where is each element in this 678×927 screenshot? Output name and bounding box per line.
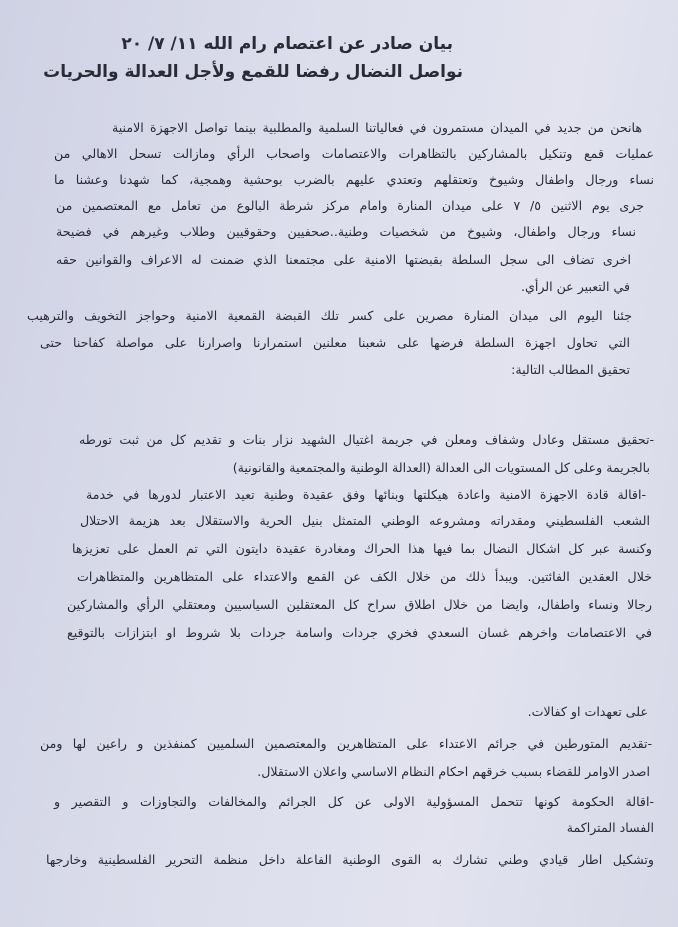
body-line: خلال العقدين الفائتين. ويبدأ ذلك من خلال الكف عن القمع والاعتداء على المتظاهرين والمتظاهرات — [77, 569, 652, 584]
body-line: رجالا ونساء واطفال، وايضا من خلال اطلاق سراح كل المعتقلين السياسيين ومعتقلي الرأي والمشاركين — [67, 597, 652, 612]
body-line: وكنسة عبر كل اشكال النضال بما فيها هذا الحراك ومغادرة عقيدة دايتون التي تم العمل على تعزيزها — [72, 541, 652, 556]
body-line: هانحن من جديد في الميدان مستمرون في فعالياتنا السلمية والمطلبية بينما تواصل الاجهزة الامنية — [112, 120, 642, 135]
demand-item: -اقالة الحكومة كونها تتحمل المسؤولية الاولى عن كل الجرائم والمخالفات والتجاوزات و التقصير و — [54, 794, 654, 809]
demand-item: -تحقيق مستقل وعادل وشفاف ومعلن في جريمة اغتيال الشهيد نزار بنات و تقديم كل من ثبت تورطه — [79, 432, 654, 447]
body-line: جرى يوم الاثنين ٥/ ٧ على ميدان المنارة وامام مركز شرطة البالوع من تعامل مع المعتصمين من — [56, 198, 644, 213]
body-line: تحقيق المطالب التالية: — [511, 362, 630, 377]
body-line: عمليات قمع وتنكيل بالمشاركين بالتظاهرات والاعتصامات واصحاب الرأي ومازالت تسحل الاهالي من — [54, 146, 654, 161]
body-line: وتشكيل اطار قيادي وطني تشارك به القوى الوطنية الفاعلة داخل منظمة التحرير الفلسطينية وخارجها — [46, 852, 654, 867]
body-line: نساء ورجال واطفال وشيوخ وتعتقلهم وتعتدي عليهم بالضرب بوحشية وهمجية، كما شهدنا وعشنا ما — [54, 172, 654, 187]
body-line: التي تحاول اجهزة السلطة فرضها على شعبنا معلنين استمرارنا واصرارنا على مواصلة كفاحنا حتى — [40, 335, 630, 350]
demand-item: -تقديم المتورطين في جرائم الاعتداء على المتظاهرين والمعتصمين السلميين كمنفذين و راعين لها ومن — [40, 736, 652, 751]
body-line: في الاعتصامات واخرهم غسان السعدي فخري جردات واسامة جردات بلا شروط او ابتزازات بالتوقيع — [67, 625, 652, 640]
body-line: اصدر الاوامر للقضاء بسبب خرقهم احكام النظام الاساسي واعلان الاستقلال. — [257, 764, 650, 779]
body-line: بالجريمة وعلى كل المستويات الى العدالة (العدالة الوطنية والمجتمعية والقانونية) — [232, 460, 650, 475]
body-line: على تعهدات او كفالات. — [527, 704, 648, 719]
statement-title: بيان صادر عن اعتصام رام الله ١١/ ٧/ ٢٠ — [121, 34, 453, 54]
body-line: نساء ورجال واطفال، وشيوخ من شخصيات وطنية..صحفيين وحقوقيين وطلاب وغيرهم في فضيحة — [56, 224, 636, 239]
demand-item: -اقالة قادة الاجهزة الامنية واعادة هيكلتها وبنائها وفق عقيدة وطنية تعيد الاعتبار لدورها في خدمة — [86, 487, 646, 502]
body-line: جئنا اليوم الى ميدان المنارة مصرين على كسر تلك القبضة القمعية الامنية وحواجز التخويف والترهيب — [27, 308, 632, 323]
body-line: الفساد المتراكمة — [566, 820, 654, 835]
statement-subtitle: نواصل النضال رفضا للقمع ولأجل العدالة والحريات — [43, 62, 463, 82]
body-line: الشعب الفلسطيني ومقدراته ومشروعه الوطني المتمثل بنيل الحرية والاستقلال بعد هزيمة الاحتلال — [80, 513, 650, 528]
body-line: اخرى تضاف الى سجل السلطة بقبضتها الامنية على مجتمعنا الذي ضمنت له الاعراف والقوانين حقه — [56, 252, 631, 267]
body-line: في التعبير عن الرأي. — [520, 279, 630, 294]
